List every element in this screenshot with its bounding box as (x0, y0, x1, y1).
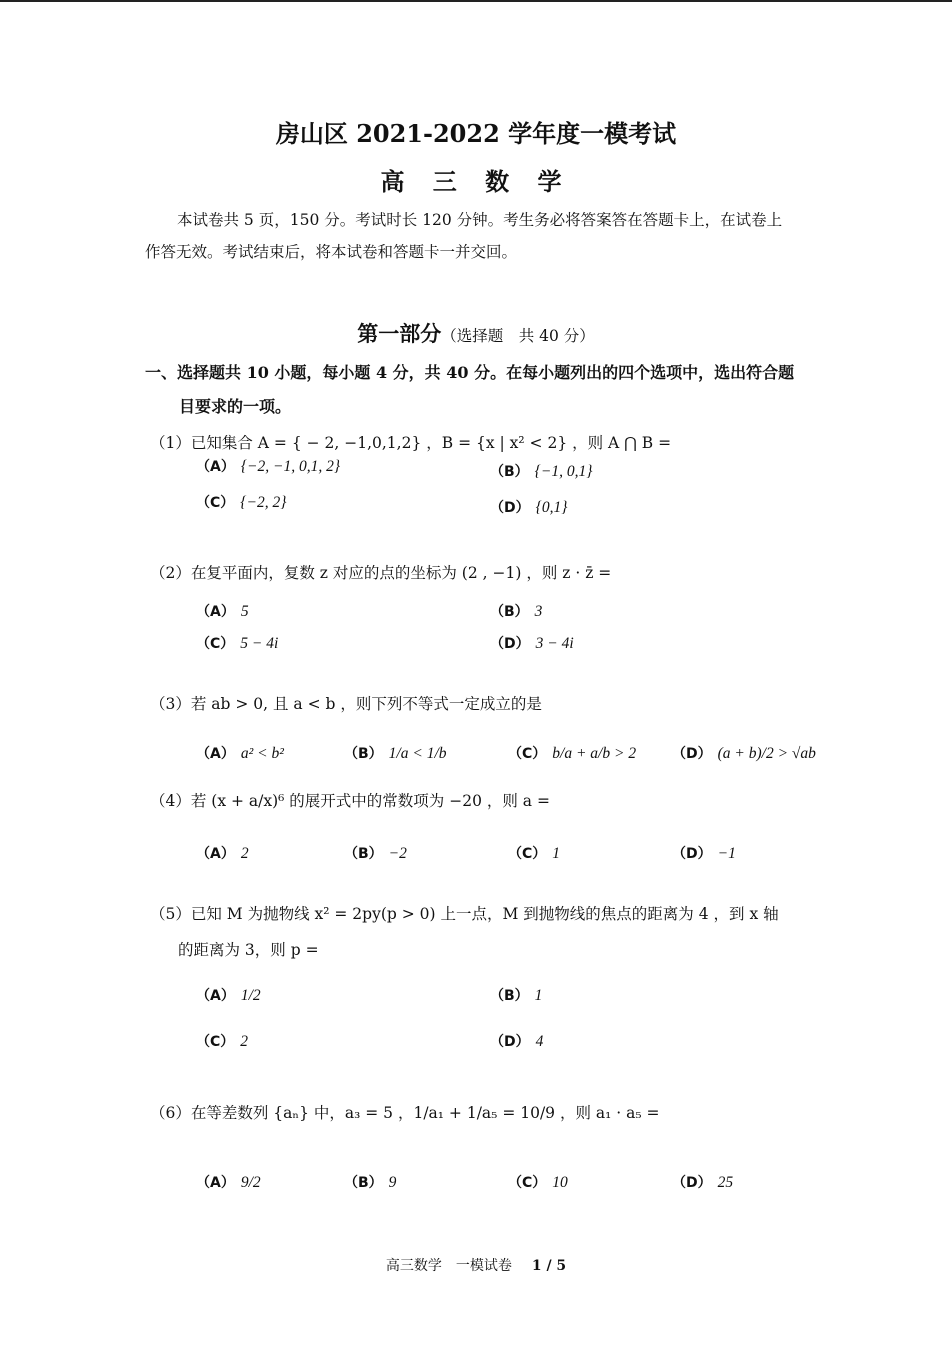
question-6-stem: （6）在等差数列 {aₙ} 中，a₃ = 5 ，1/a₁ + 1/a₅ = 10/9 ，则 a₁ · a₅ = (150, 1104, 660, 1122)
option-text: 2 (240, 845, 249, 862)
option-text: 1/2 (240, 987, 261, 1004)
option-text: 4 (535, 1033, 544, 1050)
option-label: （D） (672, 1175, 712, 1191)
question-3-option-c (508, 743, 636, 763)
subject-title: 高 三 数 学 (380, 167, 572, 196)
option-text: 1 (552, 845, 561, 862)
question-3-option-b (344, 743, 447, 763)
option-text: −2 (388, 845, 407, 862)
option-text: (a + b)/2 > √ab (717, 745, 816, 762)
option-text: {−2, −1, 0,1, 2} (240, 458, 341, 475)
instructions-line-1: 一、选择题共 10 小题，每小题 4 分，共 40 分。在每小题列出的四个选项中，选出符合题 (145, 363, 795, 382)
option-text: 5 − 4i (240, 635, 279, 652)
question-6-option-c (508, 1172, 568, 1192)
option-text: 3 − 4i (535, 635, 574, 652)
question-2-option-b (490, 601, 542, 621)
question-2-stem: （2）在复平面内，复数 z 对应的点的坐标为 (2 , −1) ，则 z · z̄ = (150, 564, 612, 582)
footer-text: 高三数学 一模试卷 (385, 1258, 512, 1274)
section-note: （选择题 共 40 分） (441, 327, 595, 345)
question-5-option-a (196, 985, 261, 1005)
option-label: （D） (672, 846, 712, 862)
option-label: （C） (508, 746, 547, 762)
question-6-option-d (672, 1172, 733, 1192)
question-4-option-d (672, 843, 736, 863)
question-3-stem: （3）若 ab > 0, 且 a < b ，则下列不等式一定成立的是 (150, 695, 542, 713)
option-label: （A） (196, 459, 235, 475)
question-6-option-b (344, 1172, 396, 1192)
page-number: 1 / 5 (531, 1258, 567, 1274)
option-label: （B） (490, 464, 529, 480)
question-5-option-b (490, 985, 542, 1005)
question-3-option-d (672, 743, 816, 763)
exam-title: 房山区 2021-2022 学年度一模考试 (275, 119, 677, 148)
question-1-option-d (490, 497, 567, 517)
instructions (145, 356, 845, 424)
question-4-option-c (508, 843, 560, 863)
question-1-option-a (196, 456, 340, 476)
question-4-option-a (196, 843, 249, 863)
option-label: （A） (196, 846, 235, 862)
question-5-stem-line-2: 的距离为 3，则 p = (178, 941, 319, 959)
question-5-option-c (196, 1031, 248, 1051)
option-text: 9/2 (240, 1174, 261, 1191)
option-label: （B） (344, 746, 383, 762)
question-2-option-c (196, 633, 278, 653)
option-text: 10 (552, 1174, 568, 1191)
option-label: （C） (196, 1034, 235, 1050)
option-label: （B） (490, 988, 529, 1004)
option-label: （C） (196, 495, 235, 511)
option-text: 2 (240, 1033, 249, 1050)
option-label: （B） (490, 604, 529, 620)
question-1-option-b (490, 461, 592, 481)
option-text: 5 (240, 603, 249, 620)
option-text: −1 (717, 845, 736, 862)
option-label: （D） (490, 500, 530, 516)
option-label: （D） (672, 746, 712, 762)
top-border (0, 0, 952, 2)
section-heading (0, 318, 952, 348)
question-5-option-d (490, 1031, 543, 1051)
option-label: （A） (196, 1175, 235, 1191)
option-label: （B） (344, 1175, 383, 1191)
question-1-stem: （1）已知集合 A = { − 2, −1,0,1,2} ，B = {x | x² < 2} ，则 A ⋂ B = (150, 434, 672, 452)
option-label: （B） (344, 846, 383, 862)
intro-line-1: 本试卷共 5 页，150 分。考试时长 120 分钟。考生务必将答案答在答题卡上，在试卷上 (177, 211, 783, 229)
option-text: 1 (534, 987, 543, 1004)
question-4-stem: （4）若 (x + a/x)⁶ 的展开式中的常数项为 −20 ，则 a = (150, 792, 550, 810)
question-6-option-a (196, 1172, 261, 1192)
instructions-line-2: 目要求的一项。 (179, 397, 292, 416)
intro-line-2: 作答无效。考试结束后，将本试卷和答题卡一并交回。 (145, 243, 518, 261)
question-2-option-a (196, 601, 249, 621)
option-label: （C） (196, 636, 235, 652)
option-text: {0,1} (535, 499, 568, 516)
page-footer (0, 1255, 952, 1275)
option-text: 9 (388, 1174, 397, 1191)
option-label: （C） (508, 1175, 547, 1191)
question-2-option-d (490, 633, 574, 653)
option-text: 3 (534, 603, 543, 620)
option-label: （D） (490, 636, 530, 652)
question-4-option-b (344, 843, 407, 863)
option-label: （D） (490, 1034, 530, 1050)
intro-paragraph (145, 204, 815, 268)
question-5-stem: （5）已知 M 为抛物线 x² = 2py(p > 0) 上一点，M 到抛物线的焦点的距离为 4 ，到 x 轴 (150, 905, 779, 923)
question-3-option-a (196, 743, 284, 763)
option-label: （A） (196, 988, 235, 1004)
option-text: a² < b² (240, 745, 284, 762)
question-1-option-c (196, 492, 286, 512)
option-text: {−2, 2} (240, 494, 287, 511)
section-name: 第一部分 (357, 321, 442, 346)
option-label: （A） (196, 746, 235, 762)
option-text: b/a + a/b > 2 (552, 745, 637, 762)
option-text: 1/a < 1/b (388, 745, 447, 762)
option-text: {−1, 0,1} (534, 463, 593, 480)
option-label: （A） (196, 604, 235, 620)
option-text: 25 (717, 1174, 734, 1191)
option-label: （C） (508, 846, 547, 862)
